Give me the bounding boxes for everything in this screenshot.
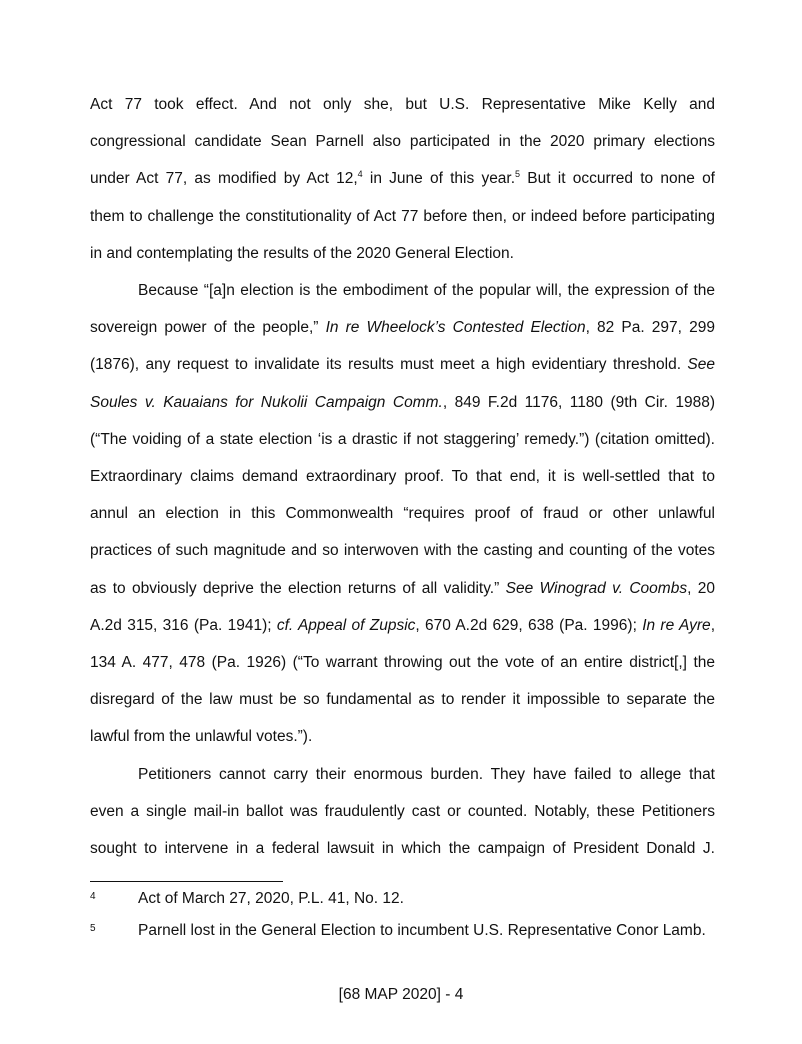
text-line: lawful from the unlawful votes.”). — [90, 728, 313, 746]
text-line: Because “[a]n election is the embodiment of the popular will, the expression of the — [138, 282, 715, 300]
text-line: disregard of the law must be so fundamental as to render it impossible to separate the — [90, 691, 715, 709]
paragraph-2 — [90, 272, 715, 756]
text-line: Act 77 took effect. And not only she, but U.S. Representative Mike Kelly and — [90, 96, 715, 113]
text-line: practices of such magnitude and so interwoven with the casting and counting of the votes — [90, 542, 715, 560]
footnote-number: 4 — [90, 891, 96, 902]
text-line: (“The voiding of a state election ‘is a drastic if not staggering’ remedy.”) (citation omitted). — [90, 430, 715, 448]
text-line: Petitioners cannot carry their enormous burden. They have failed to allege that — [138, 765, 715, 783]
footnote-ref-4[interactable]: 4 — [357, 169, 363, 180]
footnote-separator — [90, 881, 283, 882]
text-line: in and contemplating the results of the 2020 General Election. — [90, 244, 514, 262]
paragraph-1 — [90, 86, 715, 272]
text-line: annul an election in this Commonwealth “requires proof of fraud or other unlawful — [90, 505, 715, 523]
footnote-text: Act of March 27, 2020, P.L. 41, No. 12. — [138, 890, 404, 907]
text-line: Extraordinary claims demand extraordinary proof. To that end, it is well-settled that to — [90, 468, 715, 486]
footnote-text: Parnell lost in the General Election to incumbent U.S. Representative Conor Lamb. — [138, 922, 706, 939]
text-line: even a single mail-in ballot was fraudulently cast or counted. Notably, these Petitioners — [90, 802, 715, 820]
case-citation: In re Ayre — [642, 616, 711, 634]
case-citation: Soules v. Kauaians for Nukolii Campaign Comm. — [90, 393, 443, 411]
page-number: [68 MAP 2020] - 4 — [338, 986, 464, 1003]
text-line: congressional candidate Sean Parnell also participated in the 2020 primary elections — [90, 133, 715, 151]
case-citation: See Winograd v. Coombs — [505, 579, 688, 597]
text-line: A.2d 315, 316 (Pa. 1941); cf. Appeal of Zupsic, 670 A.2d 629, 638 (Pa. 1996); In re Ayre, — [90, 616, 715, 634]
text-line: under Act 77, as modified by Act 12,$^4$ in June of this year.$^5$ But it occurred to none of — [90, 169, 715, 188]
text-line: (1876), any request to invalidate its results must meet a high evidentiary threshold. See — [90, 356, 715, 374]
text-line: them to challenge the constitutionality of Act 77 before then, or indeed before participating — [90, 207, 715, 225]
signal-word: See — [687, 356, 715, 374]
footnote-number: 5 — [90, 923, 96, 934]
text-line: sought to intervene in a federal lawsuit in which the campaign of President Donald J. — [90, 840, 715, 858]
paragraph-3 — [90, 756, 715, 868]
text-line: sovereign power of the people,” In re Wheelock’s Contested Election, 82 Pa. 297, 299 — [90, 319, 715, 337]
text-line: as to obviously deprive the election returns of all validity.” See Winograd v. Coombs, 20 — [90, 579, 715, 597]
case-citation: cf. Appeal of Zupsic — [276, 616, 416, 634]
case-citation: In re Wheelock’s Contested Election — [325, 319, 586, 337]
footnote-ref-5[interactable]: 5 — [515, 169, 521, 180]
opinion-body — [90, 86, 715, 867]
text-line: Soules v. Kauaians for Nukolii Campaign Comm., 849 F.2d 1176, 1180 (9th Cir. 1988) — [90, 393, 715, 411]
text-line: 134 A. 477, 478 (Pa. 1926) (“To warrant throwing out the vote of an entire district[,] the — [90, 654, 715, 672]
